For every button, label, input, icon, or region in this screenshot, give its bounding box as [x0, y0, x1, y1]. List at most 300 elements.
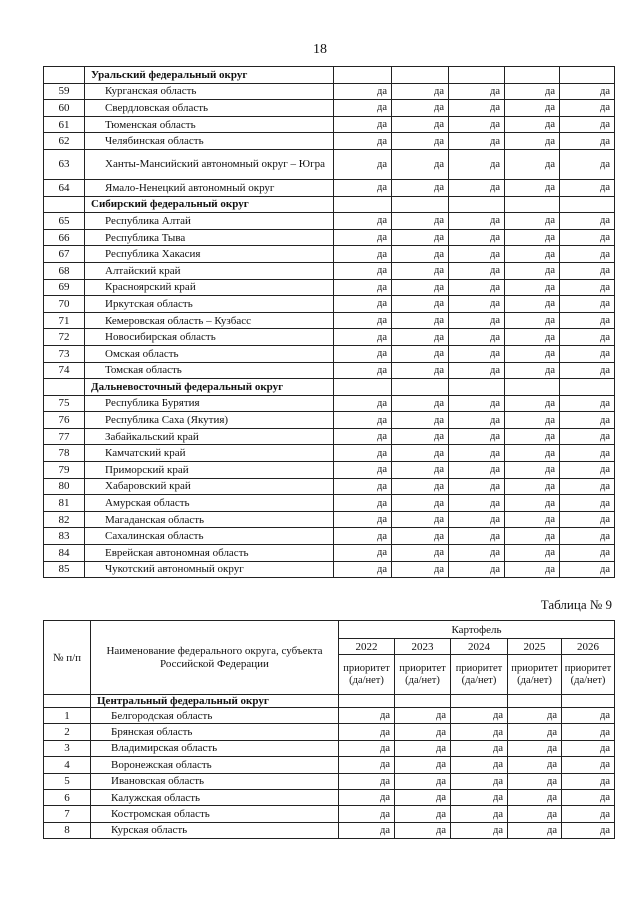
- region-name: Республика Хакасия: [85, 246, 334, 263]
- region-name: Сахалинская область: [85, 528, 334, 545]
- priority-value: да: [508, 740, 562, 756]
- row-number: 68: [44, 262, 85, 279]
- table-row: [44, 395, 615, 412]
- priority-value: да: [395, 708, 451, 724]
- row-number: 60: [44, 100, 85, 117]
- region-name: Магаданская область: [85, 511, 334, 528]
- priority-value: да: [449, 495, 505, 512]
- priority-value: да: [334, 462, 392, 479]
- region-name: Иркутская область: [85, 296, 334, 313]
- priority-value: да: [505, 561, 560, 578]
- table-row: [44, 133, 615, 150]
- priority-value: да: [451, 757, 508, 773]
- row-number: 74: [44, 362, 85, 379]
- priority-value: да: [505, 329, 560, 346]
- table-row: [44, 100, 615, 117]
- priority-value: да: [339, 724, 395, 740]
- priority-value: да: [339, 822, 395, 838]
- district-name: Дальневосточный федеральный округ: [85, 379, 334, 396]
- priority-value: да: [451, 789, 508, 805]
- priority-value: да: [395, 757, 451, 773]
- region-name: Амурская область: [85, 495, 334, 512]
- priority-value: да: [505, 246, 560, 263]
- priority-value: да: [392, 213, 449, 230]
- row-number: 69: [44, 279, 85, 296]
- row-number: 8: [44, 822, 91, 838]
- priority-value: да: [449, 511, 505, 528]
- priority-value: да: [505, 395, 560, 412]
- priority-value: да: [449, 83, 505, 100]
- priority-value: да: [395, 806, 451, 822]
- priority-value: да: [392, 246, 449, 263]
- priority-value: да: [449, 462, 505, 479]
- table-row: [44, 445, 615, 462]
- priority-value: да: [451, 822, 508, 838]
- priority-value: да: [392, 179, 449, 196]
- row-number: 73: [44, 345, 85, 362]
- priority-value: да: [449, 229, 505, 246]
- row-number: 64: [44, 179, 85, 196]
- table-row: [44, 412, 615, 429]
- priority-value: да: [560, 279, 615, 296]
- priority-value: да: [505, 100, 560, 117]
- row-number: 6: [44, 789, 91, 805]
- table-row: [44, 262, 615, 279]
- row-number: 76: [44, 412, 85, 429]
- priority-value: да: [449, 296, 505, 313]
- row-number: 65: [44, 213, 85, 230]
- row-number: 66: [44, 229, 85, 246]
- priority-value: да: [562, 773, 615, 789]
- priority-value: да: [505, 312, 560, 329]
- row-number: 67: [44, 246, 85, 263]
- table-row: [44, 329, 615, 346]
- district-row: [44, 196, 615, 213]
- page-number: 18: [313, 42, 327, 57]
- priority-value: да: [451, 708, 508, 724]
- row-number: 1: [44, 708, 91, 724]
- priority-value: да: [449, 395, 505, 412]
- table-row: [44, 528, 615, 545]
- priority-value: да: [334, 478, 392, 495]
- region-name: Костромская область: [91, 806, 339, 822]
- priority-value: да: [451, 724, 508, 740]
- priority-value: да: [339, 740, 395, 756]
- priority-value: да: [508, 708, 562, 724]
- table-row: [44, 229, 615, 246]
- region-name: Томская область: [85, 362, 334, 379]
- region-name: Белгородская область: [91, 708, 339, 724]
- priority-value: да: [339, 708, 395, 724]
- priority-value: да: [505, 528, 560, 545]
- priority-value: да: [449, 412, 505, 429]
- region-name: Ямало-Ненецкий автономный округ: [85, 179, 334, 196]
- table-row: [44, 462, 615, 479]
- col-header-name: Наименование федерального округа, субъекта Российской Федерации: [91, 621, 339, 695]
- priority-value: да: [505, 428, 560, 445]
- priority-value: да: [395, 773, 451, 789]
- priority-value: да: [451, 740, 508, 756]
- priority-value: да: [334, 312, 392, 329]
- table-row: [44, 362, 615, 379]
- priority-value: да: [508, 773, 562, 789]
- district-row: [44, 695, 615, 708]
- priority-value: да: [449, 362, 505, 379]
- priority-header: приоритет (да/нет): [451, 655, 508, 695]
- priority-value: да: [334, 133, 392, 150]
- priority-value: да: [334, 179, 392, 196]
- priority-value: да: [334, 329, 392, 346]
- priority-value: да: [392, 100, 449, 117]
- priority-value: да: [334, 116, 392, 133]
- priority-value: да: [334, 345, 392, 362]
- priority-value: да: [449, 262, 505, 279]
- priority-value: да: [449, 133, 505, 150]
- priority-value: да: [449, 329, 505, 346]
- row-number: 63: [44, 149, 85, 179]
- priority-value: да: [392, 312, 449, 329]
- priority-value: да: [395, 789, 451, 805]
- priority-value: да: [334, 100, 392, 117]
- region-name: Брянская область: [91, 724, 339, 740]
- priority-value: да: [392, 495, 449, 512]
- table-row: [44, 545, 615, 562]
- year-header: 2026: [562, 639, 615, 655]
- priority-value: да: [508, 724, 562, 740]
- priority-value: да: [505, 511, 560, 528]
- priority-value: да: [505, 279, 560, 296]
- priority-value: да: [395, 740, 451, 756]
- priority-value: да: [334, 495, 392, 512]
- priority-value: да: [560, 262, 615, 279]
- priority-value: да: [339, 806, 395, 822]
- priority-value: да: [449, 478, 505, 495]
- priority-value: да: [451, 806, 508, 822]
- region-name: Омская область: [85, 345, 334, 362]
- priority-value: да: [392, 561, 449, 578]
- priority-value: да: [505, 462, 560, 479]
- table-row: [44, 478, 615, 495]
- district-row: [44, 67, 615, 84]
- priority-value: да: [505, 296, 560, 313]
- priority-value: да: [562, 806, 615, 822]
- priority-value: да: [392, 133, 449, 150]
- priority-value: да: [334, 83, 392, 100]
- region-name: Тюменская область: [85, 116, 334, 133]
- priority-value: да: [334, 561, 392, 578]
- priority-value: да: [562, 740, 615, 756]
- row-number: 59: [44, 83, 85, 100]
- row-number: 84: [44, 545, 85, 562]
- table-row: [44, 213, 615, 230]
- region-name: Курская область: [91, 822, 339, 838]
- row-number: 4: [44, 757, 91, 773]
- priority-value: да: [334, 229, 392, 246]
- table-row: [44, 296, 615, 313]
- row-number: 7: [44, 806, 91, 822]
- priority-value: да: [560, 478, 615, 495]
- priority-value: да: [560, 428, 615, 445]
- row-number: 5: [44, 773, 91, 789]
- region-name: Камчатский край: [85, 445, 334, 462]
- priority-value: да: [334, 412, 392, 429]
- table-row: [44, 149, 615, 179]
- priority-value: да: [334, 362, 392, 379]
- priority-value: да: [560, 462, 615, 479]
- priority-value: да: [449, 312, 505, 329]
- priority-value: да: [508, 789, 562, 805]
- priority-value: да: [508, 757, 562, 773]
- priority-value: да: [560, 246, 615, 263]
- region-name: Воронежская область: [91, 757, 339, 773]
- region-name: Владимирская область: [91, 740, 339, 756]
- priority-header: приоритет (да/нет): [339, 655, 395, 695]
- priority-value: да: [560, 149, 615, 179]
- priority-header: приоритет (да/нет): [562, 655, 615, 695]
- priority-value: да: [560, 495, 615, 512]
- priority-value: да: [392, 478, 449, 495]
- table-row: [44, 789, 615, 805]
- table-row: [44, 822, 615, 838]
- priority-value: да: [392, 428, 449, 445]
- priority-value: да: [560, 545, 615, 562]
- priority-value: да: [505, 229, 560, 246]
- priority-value: да: [560, 362, 615, 379]
- priority-value: да: [449, 116, 505, 133]
- priority-value: да: [560, 229, 615, 246]
- priority-value: да: [560, 213, 615, 230]
- priority-value: да: [392, 149, 449, 179]
- table-row: [44, 724, 615, 740]
- priority-value: да: [562, 789, 615, 805]
- priority-value: да: [560, 412, 615, 429]
- region-name: Республика Саха (Якутия): [85, 412, 334, 429]
- table-row: [44, 495, 615, 512]
- priority-value: да: [505, 262, 560, 279]
- region-name: Новосибирская область: [85, 329, 334, 346]
- year-header: 2022: [339, 639, 395, 655]
- potato-priority-table: [43, 620, 615, 839]
- priority-value: да: [560, 329, 615, 346]
- priority-value: да: [449, 100, 505, 117]
- priority-value: да: [392, 445, 449, 462]
- priority-value: да: [508, 806, 562, 822]
- priority-value: да: [560, 511, 615, 528]
- priority-value: да: [392, 362, 449, 379]
- priority-value: да: [395, 724, 451, 740]
- priority-value: да: [334, 262, 392, 279]
- priority-value: да: [449, 345, 505, 362]
- table-row: [44, 179, 615, 196]
- priority-value: да: [505, 133, 560, 150]
- priority-header: приоритет (да/нет): [395, 655, 451, 695]
- row-number: 81: [44, 495, 85, 512]
- priority-value: да: [560, 179, 615, 196]
- priority-value: да: [560, 445, 615, 462]
- priority-value: да: [392, 462, 449, 479]
- region-name: Еврейская автономная область: [85, 545, 334, 562]
- priority-value: да: [392, 329, 449, 346]
- row-number: 85: [44, 561, 85, 578]
- priority-value: да: [334, 445, 392, 462]
- year-header: 2025: [508, 639, 562, 655]
- priority-value: да: [562, 724, 615, 740]
- priority-value: да: [449, 428, 505, 445]
- priority-value: да: [334, 428, 392, 445]
- priority-value: да: [392, 296, 449, 313]
- table-row: [44, 773, 615, 789]
- region-name: Приморский край: [85, 462, 334, 479]
- year-header: 2024: [451, 639, 508, 655]
- priority-value: да: [505, 362, 560, 379]
- table-row: [44, 116, 615, 133]
- priority-value: да: [334, 528, 392, 545]
- priority-value: да: [392, 83, 449, 100]
- priority-value: да: [562, 757, 615, 773]
- row-number: 77: [44, 428, 85, 445]
- table-row: [44, 740, 615, 756]
- priority-value: да: [334, 149, 392, 179]
- table-row: [44, 561, 615, 578]
- priority-value: да: [505, 345, 560, 362]
- region-name: Республика Алтай: [85, 213, 334, 230]
- regions-table-continued: [43, 66, 615, 578]
- region-name: Ивановская область: [91, 773, 339, 789]
- priority-value: да: [392, 511, 449, 528]
- row-number: 80: [44, 478, 85, 495]
- row-number: 71: [44, 312, 85, 329]
- priority-value: да: [392, 345, 449, 362]
- priority-value: да: [560, 395, 615, 412]
- row-number: 70: [44, 296, 85, 313]
- table-row: [44, 708, 615, 724]
- priority-value: да: [505, 179, 560, 196]
- priority-value: да: [449, 213, 505, 230]
- priority-value: да: [562, 708, 615, 724]
- region-name: Алтайский край: [85, 262, 334, 279]
- priority-value: да: [449, 279, 505, 296]
- priority-value: да: [334, 213, 392, 230]
- row-number: 72: [44, 329, 85, 346]
- priority-value: да: [392, 412, 449, 429]
- priority-value: да: [560, 133, 615, 150]
- priority-value: да: [334, 395, 392, 412]
- priority-value: да: [334, 296, 392, 313]
- priority-value: да: [449, 545, 505, 562]
- region-name: Республика Тыва: [85, 229, 334, 246]
- district-name: Сибирский федеральный округ: [85, 196, 334, 213]
- table-row: [44, 806, 615, 822]
- priority-value: да: [560, 312, 615, 329]
- priority-value: да: [392, 395, 449, 412]
- district-name: Уральский федеральный округ: [85, 67, 334, 84]
- row-number: 62: [44, 133, 85, 150]
- region-name: Красноярский край: [85, 279, 334, 296]
- priority-value: да: [449, 561, 505, 578]
- region-name: Курганская область: [85, 83, 334, 100]
- priority-value: да: [392, 229, 449, 246]
- priority-value: да: [505, 83, 560, 100]
- priority-value: да: [449, 149, 505, 179]
- priority-value: да: [392, 528, 449, 545]
- priority-value: да: [449, 246, 505, 263]
- priority-value: да: [505, 116, 560, 133]
- table-row: [44, 428, 615, 445]
- priority-value: да: [505, 412, 560, 429]
- priority-value: да: [395, 822, 451, 838]
- region-name: Ханты-Мансийский автономный округ – Югра: [85, 149, 334, 179]
- table-row: [44, 312, 615, 329]
- priority-value: да: [505, 495, 560, 512]
- col-header-crop: Картофель: [339, 621, 615, 639]
- row-number: 61: [44, 116, 85, 133]
- priority-value: да: [334, 279, 392, 296]
- priority-value: да: [334, 511, 392, 528]
- priority-value: да: [392, 279, 449, 296]
- table-row: [44, 345, 615, 362]
- region-name: Кемеровская область – Кузбасс: [85, 312, 334, 329]
- region-name: Калужская область: [91, 789, 339, 805]
- priority-value: да: [449, 179, 505, 196]
- priority-header: приоритет (да/нет): [508, 655, 562, 695]
- priority-value: да: [339, 789, 395, 805]
- row-number: 79: [44, 462, 85, 479]
- year-header: 2023: [395, 639, 451, 655]
- priority-value: да: [508, 822, 562, 838]
- col-header-number: № п/п: [44, 621, 91, 695]
- region-name: Хабаровский край: [85, 478, 334, 495]
- row-number: 78: [44, 445, 85, 462]
- priority-value: да: [560, 528, 615, 545]
- priority-value: да: [560, 296, 615, 313]
- row-number: 75: [44, 395, 85, 412]
- table-row: [44, 511, 615, 528]
- table-row: [44, 83, 615, 100]
- table-row: [44, 246, 615, 263]
- region-name: Забайкальский край: [85, 428, 334, 445]
- priority-value: да: [505, 545, 560, 562]
- priority-value: да: [339, 773, 395, 789]
- row-number: 3: [44, 740, 91, 756]
- table-row: [44, 279, 615, 296]
- priority-value: да: [449, 445, 505, 462]
- region-name: Свердловская область: [85, 100, 334, 117]
- priority-value: да: [560, 561, 615, 578]
- row-number: 2: [44, 724, 91, 740]
- priority-value: да: [505, 478, 560, 495]
- priority-value: да: [560, 345, 615, 362]
- row-number: 83: [44, 528, 85, 545]
- priority-value: да: [334, 246, 392, 263]
- district-row: [44, 379, 615, 396]
- table-caption: Таблица № 9: [540, 597, 612, 612]
- priority-value: да: [334, 545, 392, 562]
- region-name: Чукотский автономный округ: [85, 561, 334, 578]
- region-name: Челябинская область: [85, 133, 334, 150]
- region-name: Республика Бурятия: [85, 395, 334, 412]
- priority-value: да: [560, 83, 615, 100]
- priority-value: да: [505, 445, 560, 462]
- priority-value: да: [451, 773, 508, 789]
- priority-value: да: [392, 545, 449, 562]
- priority-value: да: [449, 528, 505, 545]
- row-number: 82: [44, 511, 85, 528]
- priority-value: да: [392, 262, 449, 279]
- priority-value: да: [560, 116, 615, 133]
- district-name: Центральный федеральный округ: [91, 695, 339, 708]
- priority-value: да: [560, 100, 615, 117]
- priority-value: да: [562, 822, 615, 838]
